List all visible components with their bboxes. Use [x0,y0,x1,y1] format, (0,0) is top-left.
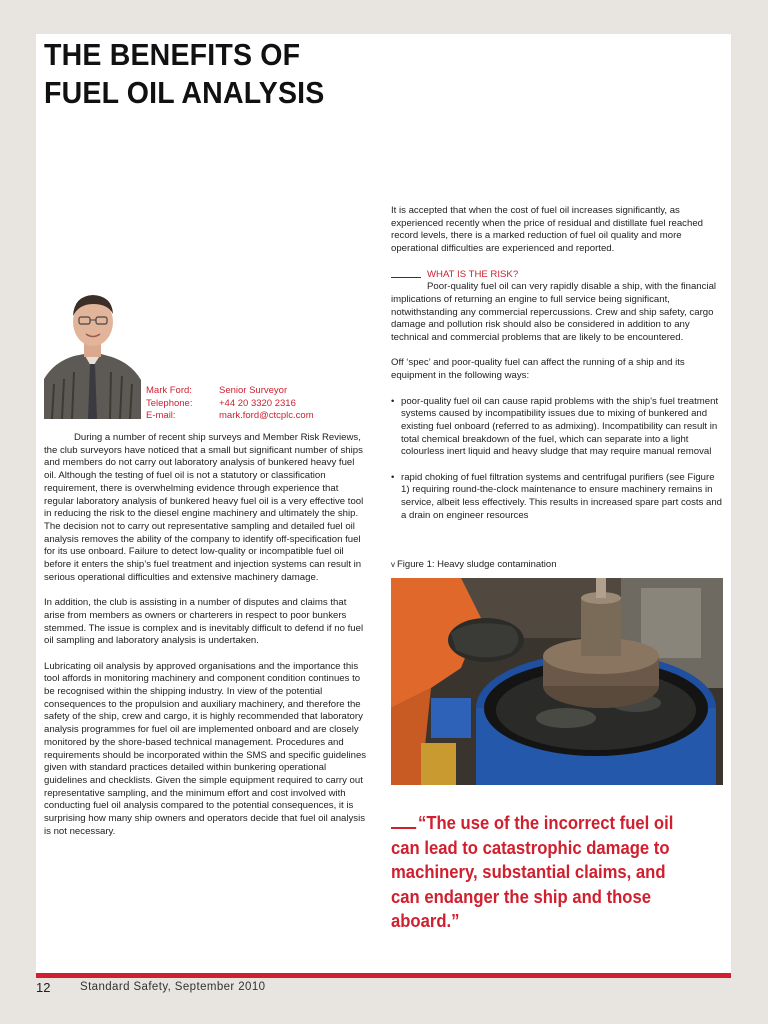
footer-rule [36,973,731,978]
article-title [44,36,430,112]
bullet-icon: • [391,471,395,483]
contact-email-label: E-mail: [146,410,176,421]
left-paragraph-3: Lubricating oil analysis by approved organisations and the importance this tool affords in monitoring machinery and component condition continues to be recognised within the shipping industry. In view of the potential consequences to the propulsion and auxiliary machinery, and therefore the safety of the ship, crew and cargo, it is highly recommended that laboratory analysis programmes for fuel oil are implemented onboard and are closely monitored by the shore-based technical management. Procedures and requirements should be incorporated within the SMS and specific guidelines given with standard practices detailed within bunkering operational guidelines and checklists. Given the simple equipment required to carry out representative sampling, and the minimum effort and cost involved with conducting fuel oil analysis compared to the potential consequences, it is surprising how many ship owners and operators decide that fuel oil analysis is not necessary. [44,660,367,837]
figure-sludge-photo [391,578,723,785]
title-line-1: THE BENEFITS OF [44,37,301,72]
bullet-icon: • [391,395,395,407]
contact-name-label: Mark Ford: [146,385,192,396]
contact-phone-label: Telephone: [146,397,193,409]
effects-list [391,396,725,523]
contact-email-row [146,410,314,423]
contact-name-row [146,385,314,398]
left-paragraph-2: In addition, the club is assisting in a number of disputes and claims that arise from members as owners or charterers in respect to poor bunkers stemmed. The issue is complex and is inevitably difficult to defend if no fuel oil sampling and laboratory analysis is undertaken. [44,597,364,647]
publication-footer: Standard Safety, September 2010 [80,981,266,993]
contact-phone-row [146,398,314,411]
author-contact [146,385,314,423]
page-number: 12 [36,980,51,995]
risk-paragraph: Poor-quality fuel oil can very rapidly disable a ship, with the financial implications of returning an engine to full service being significant, notwithstanding any commercial repercussions. Crew and ship safety, cargo damage and pollution risk should also be considered in addition to any technical and commercial problems that are likely to be encountered. [391,281,717,344]
caption-marker-icon: v [391,560,395,569]
author-photo [44,284,141,419]
contact-email-link[interactable]: mark.ford@ctcplc.com [219,410,314,421]
contact-phone-value: +44 20 3320 2316 [219,397,296,409]
list-item-text: poor-quality fuel oil can cause rapid problems with the ship’s fuel treatment systems caused by incompatibility issues due to mixing of bunkered and existing fuel onboard (referred to as admixing). Incompatibility can result in total chemical breakdown of the fuel, which can separate into a light colourless inert liquid and heavy sludge that may require manual removal [401,395,719,458]
right-column [391,205,725,535]
figure-caption-text: Figure 1: Heavy sludge contamination [397,559,557,570]
left-paragraph-1: During a number of recent ship surveys and Member Risk Reviews, the club surveyors have noticed that a small but significant number of ships and members do not carry out laboratory analysis of bunkered heavy fuel oil. Although the testing of fuel oil is not a statutory or classification requirement, there is overwhelming evidence through experience that regular laboratory analysis of bunkered heavy fuel oil is a very effective tool in reducing the risk to the diesel engine machinery and ultimately the ship. The decision not to carry out representative sampling and detailed fuel oil analysis removes the ability of the company to identify off-specification fuel for its use onboard. Failure to detect low-quality or incompatible fuel oil before it enters the ship’s fuel treatment and injection systems can result in serious operational difficulties and extensive machinery damage. [44,432,364,583]
contact-name-value: Senior Surveyor [219,385,288,396]
left-column [44,432,368,851]
article-page [36,34,731,976]
figure-caption [391,559,556,570]
list-item [391,396,725,460]
heading-rule [391,277,421,278]
list-item [391,472,725,523]
right-intro-paragraph: It is accepted that when the cost of fuel oil increases significantly, as experienced recently when the price of residual and distillate fuel reached record levels, there is a marked reduction of fuel oil quality and more operational difficulties are experienced and reported. [391,205,703,255]
offspec-paragraph: Off ‘spec’ and poor-quality fuel can affect the running of a ship and its equipment in the following ways: [391,357,685,382]
risk-heading [391,269,725,282]
list-item-text: rapid choking of fuel filtration systems and centrifugal purifiers (see Figure 1) requiring round-the-clock maintenance to ensure machinery remains in service, albeit less effectively. This results in increased spare part costs and a drain on engineer resources [401,471,723,521]
title-line-2: FUEL OIL ANALYSIS [44,75,325,110]
pull-quote [391,811,697,934]
quote-rule [391,827,416,829]
pull-quote-text: “The use of the incorrect fuel oil can lead to catastrophic damage to machinery, substantial claims, and can endanger the ship and those aboard.” [391,812,674,931]
risk-heading-text: WHAT IS THE RISK? [427,268,519,280]
